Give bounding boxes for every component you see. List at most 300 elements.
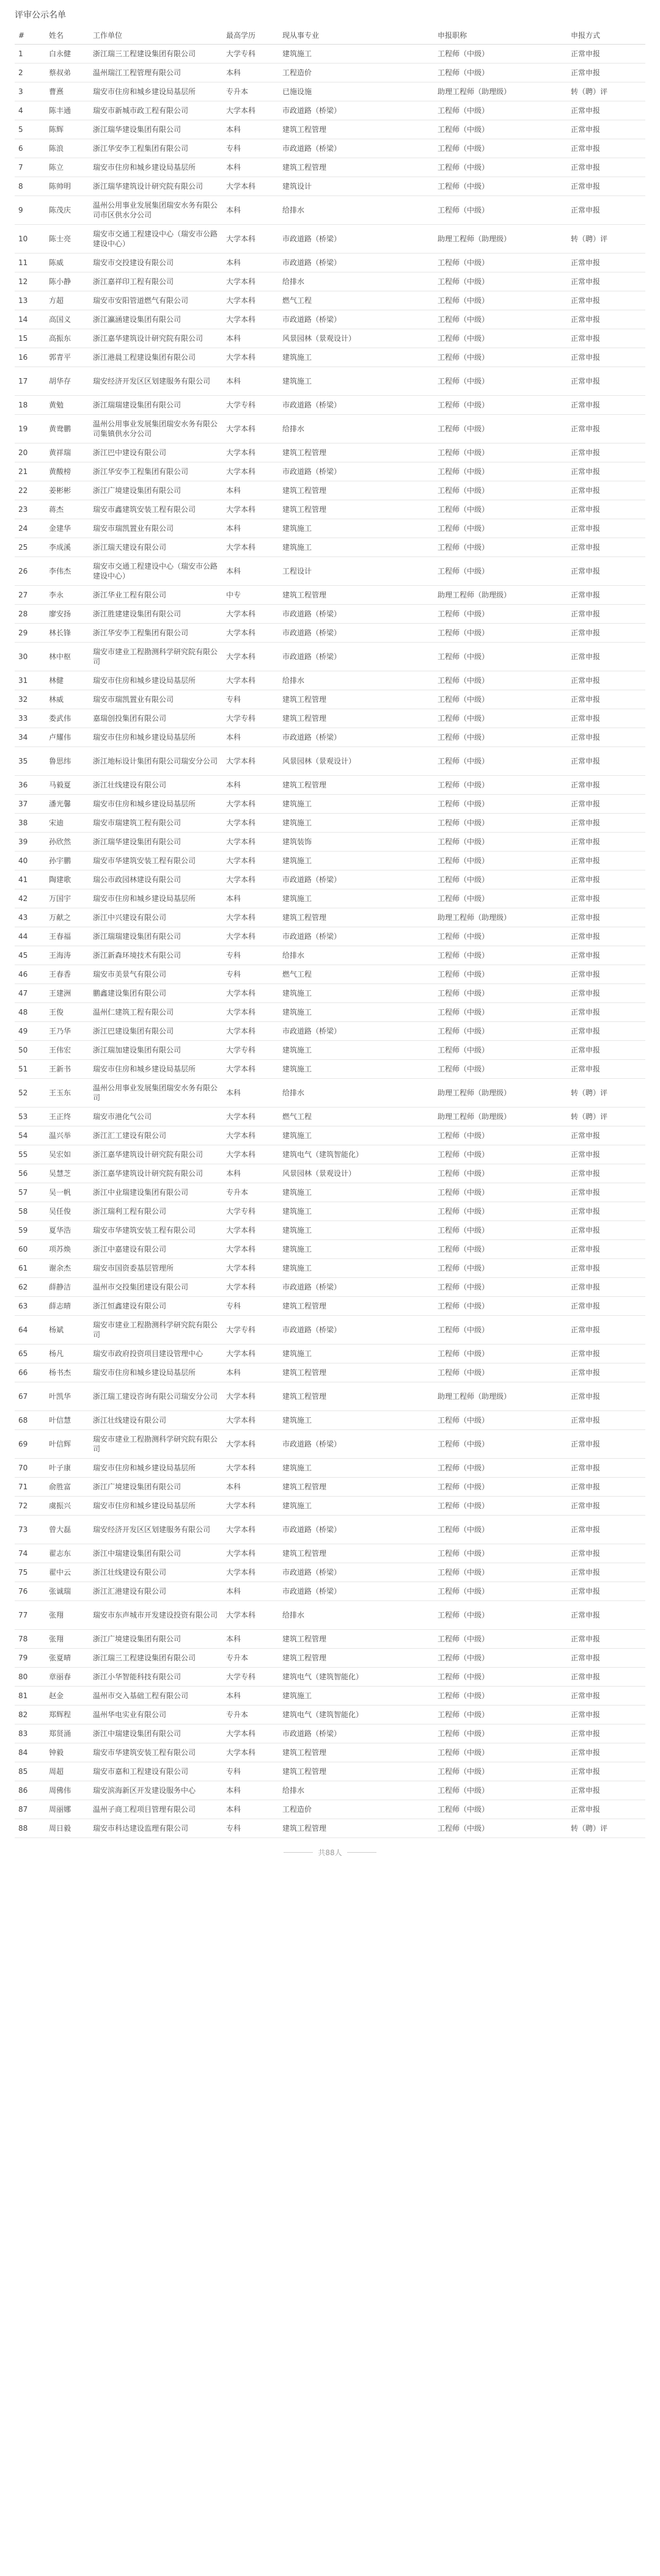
apply-mode: 正常申报 bbox=[567, 776, 645, 795]
row-index: 85 bbox=[15, 1762, 45, 1781]
apply-mode: 正常申报 bbox=[567, 120, 645, 139]
applied-title: 助理工程师（助理级） bbox=[434, 1107, 567, 1126]
row-index: 76 bbox=[15, 1582, 45, 1601]
apply-mode: 正常申报 bbox=[567, 1145, 645, 1164]
applicant-name: 孙宇鹏 bbox=[45, 852, 89, 870]
work-org: 浙江壮线建设有限公司 bbox=[89, 1563, 222, 1582]
apply-mode: 正常申报 bbox=[567, 690, 645, 709]
work-org: 瑞安市建业工程勘测科学研究院有限公司 bbox=[89, 643, 222, 671]
work-org: 浙江瑞三工程建设集团有限公司 bbox=[89, 1649, 222, 1668]
applicant-name: 孙欣然 bbox=[45, 833, 89, 852]
applied-title: 工程师（中级） bbox=[434, 367, 567, 396]
education: 大学本科 bbox=[222, 1240, 279, 1259]
table-row bbox=[15, 1706, 645, 1724]
apply-mode: 正常申报 bbox=[567, 1800, 645, 1819]
table-row bbox=[15, 557, 645, 586]
applied-title: 工程师（中级） bbox=[434, 1478, 567, 1497]
work-org: 浙江瑞华建设集团有限公司 bbox=[89, 120, 222, 139]
work-org: 瑞安市华建筑安装工程有限公司 bbox=[89, 1221, 222, 1240]
table-row bbox=[15, 1411, 645, 1430]
row-index: 33 bbox=[15, 709, 45, 728]
education: 大学本科 bbox=[222, 1345, 279, 1363]
apply-mode: 正常申报 bbox=[567, 1743, 645, 1762]
apply-mode: 正常申报 bbox=[567, 747, 645, 776]
applied-title: 工程师（中级） bbox=[434, 1601, 567, 1630]
major: 建筑施工 bbox=[279, 45, 434, 64]
table-row bbox=[15, 396, 645, 415]
row-index: 68 bbox=[15, 1411, 45, 1430]
apply-mode: 正常申报 bbox=[567, 1497, 645, 1516]
row-index: 3 bbox=[15, 82, 45, 101]
education: 大学本科 bbox=[222, 272, 279, 291]
apply-mode: 正常申报 bbox=[567, 1060, 645, 1079]
work-org: 浙江中嘉建设有限公司 bbox=[89, 1240, 222, 1259]
apply-mode: 正常申报 bbox=[567, 348, 645, 367]
table-row bbox=[15, 1743, 645, 1762]
row-index: 24 bbox=[15, 519, 45, 538]
work-org: 瑞安市住房和城乡建设局基层所 bbox=[89, 671, 222, 690]
education: 本科 bbox=[222, 1781, 279, 1800]
applicant-name: 叶信慧 bbox=[45, 1411, 89, 1430]
applied-title: 工程师（中级） bbox=[434, 1668, 567, 1687]
applied-title: 工程师（中级） bbox=[434, 1706, 567, 1724]
row-index: 82 bbox=[15, 1706, 45, 1724]
major: 建筑设计 bbox=[279, 177, 434, 196]
apply-mode: 正常申报 bbox=[567, 538, 645, 557]
applied-title: 工程师（中级） bbox=[434, 690, 567, 709]
row-index: 18 bbox=[15, 396, 45, 415]
education: 大学本科 bbox=[222, 415, 279, 443]
apply-mode: 正常申报 bbox=[567, 1430, 645, 1459]
education: 大学本科 bbox=[222, 291, 279, 310]
apply-mode: 正常申报 bbox=[567, 139, 645, 158]
applied-title: 工程师（中级） bbox=[434, 310, 567, 329]
table-row bbox=[15, 1478, 645, 1497]
major: 建筑施工 bbox=[279, 1459, 434, 1478]
row-index: 35 bbox=[15, 747, 45, 776]
row-index: 34 bbox=[15, 728, 45, 747]
table-row bbox=[15, 415, 645, 443]
major: 建筑工程管理 bbox=[279, 1743, 434, 1762]
applicant-name: 周日毅 bbox=[45, 1819, 89, 1838]
applied-title: 工程师（中级） bbox=[434, 1544, 567, 1563]
applied-title: 工程师（中级） bbox=[434, 348, 567, 367]
major: 建筑工程管理 bbox=[279, 586, 434, 605]
apply-mode: 正常申报 bbox=[567, 984, 645, 1003]
apply-mode: 正常申报 bbox=[567, 500, 645, 519]
applied-title: 工程师（中级） bbox=[434, 101, 567, 120]
major: 市政道路（桥梁） bbox=[279, 462, 434, 481]
work-org: 瑞安市交通工程建设中心（瑞安市公路建设中心） bbox=[89, 225, 222, 254]
major: 建筑工程管理 bbox=[279, 500, 434, 519]
row-index: 4 bbox=[15, 101, 45, 120]
table-row bbox=[15, 1668, 645, 1687]
apply-mode: 转（聘）评 bbox=[567, 1107, 645, 1126]
education: 大学本科 bbox=[222, 1126, 279, 1145]
row-index: 80 bbox=[15, 1668, 45, 1687]
work-org: 浙江广境建设集团有限公司 bbox=[89, 481, 222, 500]
education: 本科 bbox=[222, 367, 279, 396]
applicant-name: 陈茂庆 bbox=[45, 196, 89, 225]
work-org: 温州市交入基础工程有限公司 bbox=[89, 1687, 222, 1706]
apply-mode: 正常申报 bbox=[567, 624, 645, 643]
education: 专科 bbox=[222, 1819, 279, 1838]
apply-mode: 正常申报 bbox=[567, 481, 645, 500]
education: 大学本科 bbox=[222, 747, 279, 776]
row-index: 40 bbox=[15, 852, 45, 870]
applied-title: 工程师（中级） bbox=[434, 1202, 567, 1221]
work-org: 浙江瑞瑞建设集团有限公司 bbox=[89, 396, 222, 415]
table-row bbox=[15, 1145, 645, 1164]
table-row bbox=[15, 1544, 645, 1563]
apply-mode: 正常申报 bbox=[567, 1345, 645, 1363]
major: 建筑工程管理 bbox=[279, 709, 434, 728]
work-org: 瑞安市鑫建筑安装工程有限公司 bbox=[89, 500, 222, 519]
applicant-name: 杨凡 bbox=[45, 1345, 89, 1363]
education: 大学本科 bbox=[222, 624, 279, 643]
row-index: 17 bbox=[15, 367, 45, 396]
apply-mode: 正常申报 bbox=[567, 1240, 645, 1259]
applicant-name: 张夏晴 bbox=[45, 1649, 89, 1668]
applied-title: 助理工程师（助理级） bbox=[434, 225, 567, 254]
applied-title: 工程师（中级） bbox=[434, 776, 567, 795]
table-row bbox=[15, 1459, 645, 1478]
applicant-name: 项苏焕 bbox=[45, 1240, 89, 1259]
applicant-name: 叶凯华 bbox=[45, 1382, 89, 1411]
work-org: 瑞安市交通工程建设中心（瑞安市公路建设中心） bbox=[89, 557, 222, 586]
table-row bbox=[15, 1345, 645, 1363]
major: 市政道路（桥梁） bbox=[279, 101, 434, 120]
applicant-name: 马毅夏 bbox=[45, 776, 89, 795]
row-index: 5 bbox=[15, 120, 45, 139]
table-row bbox=[15, 225, 645, 254]
major: 市政道路（桥梁） bbox=[279, 1278, 434, 1297]
major: 建筑施工 bbox=[279, 1003, 434, 1022]
row-index: 84 bbox=[15, 1743, 45, 1762]
apply-mode: 正常申报 bbox=[567, 1724, 645, 1743]
applied-title: 助理工程师（助理级） bbox=[434, 1079, 567, 1107]
major: 风景园林（景观设计） bbox=[279, 747, 434, 776]
applied-title: 工程师（中级） bbox=[434, 984, 567, 1003]
applicant-name: 曾大磊 bbox=[45, 1516, 89, 1544]
education: 大学本科 bbox=[222, 1724, 279, 1743]
major: 建筑施工 bbox=[279, 795, 434, 814]
row-index: 2 bbox=[15, 64, 45, 82]
education: 本科 bbox=[222, 1687, 279, 1706]
applicant-name: 叶子康 bbox=[45, 1459, 89, 1478]
row-index: 52 bbox=[15, 1079, 45, 1107]
applied-title: 工程师（中级） bbox=[434, 538, 567, 557]
work-org: 瑞安滨海新区开发建设服务中心 bbox=[89, 1781, 222, 1800]
row-index: 21 bbox=[15, 462, 45, 481]
education: 专升本 bbox=[222, 1649, 279, 1668]
apply-mode: 正常申报 bbox=[567, 605, 645, 624]
applied-title: 工程师（中级） bbox=[434, 1819, 567, 1838]
applicant-name: 周丽娜 bbox=[45, 1800, 89, 1819]
table-row bbox=[15, 1649, 645, 1668]
major: 建筑施工 bbox=[279, 1687, 434, 1706]
work-org: 浙江广境建设集团有限公司 bbox=[89, 1478, 222, 1497]
apply-mode: 正常申报 bbox=[567, 519, 645, 538]
major: 工程造价 bbox=[279, 1800, 434, 1819]
applied-title: 工程师（中级） bbox=[434, 643, 567, 671]
applied-title: 工程师（中级） bbox=[434, 1363, 567, 1382]
row-index: 32 bbox=[15, 690, 45, 709]
applied-title: 工程师（中级） bbox=[434, 1724, 567, 1743]
row-index: 12 bbox=[15, 272, 45, 291]
row-index: 83 bbox=[15, 1724, 45, 1743]
applicant-name: 王春香 bbox=[45, 965, 89, 984]
education: 大学本科 bbox=[222, 1459, 279, 1478]
work-org: 瑞安市住房和城乡建设局基层所 bbox=[89, 728, 222, 747]
major: 建筑施工 bbox=[279, 519, 434, 538]
row-index: 49 bbox=[15, 1022, 45, 1041]
work-org: 浙江华安李工程集团有限公司 bbox=[89, 462, 222, 481]
table-row bbox=[15, 586, 645, 605]
table-row bbox=[15, 45, 645, 64]
applied-title: 工程师（中级） bbox=[434, 1563, 567, 1582]
work-org: 浙江瑞加建设集团有限公司 bbox=[89, 1041, 222, 1060]
work-org: 浙江胜建建设集团有限公司 bbox=[89, 605, 222, 624]
education: 大学本科 bbox=[222, 1382, 279, 1411]
row-index: 63 bbox=[15, 1297, 45, 1316]
row-index: 58 bbox=[15, 1202, 45, 1221]
apply-mode: 正常申报 bbox=[567, 1316, 645, 1345]
applied-title: 工程师（中级） bbox=[434, 45, 567, 64]
major: 市政道路（桥梁） bbox=[279, 1582, 434, 1601]
education: 大学本科 bbox=[222, 984, 279, 1003]
row-index: 62 bbox=[15, 1278, 45, 1297]
work-org: 瑞安市华建筑安装工程有限公司 bbox=[89, 852, 222, 870]
applied-title: 工程师（中级） bbox=[434, 481, 567, 500]
work-org: 浙江中兴建设有限公司 bbox=[89, 908, 222, 927]
applicant-name: 金建华 bbox=[45, 519, 89, 538]
row-index: 61 bbox=[15, 1259, 45, 1278]
education: 大学本科 bbox=[222, 1563, 279, 1582]
major: 燃气工程 bbox=[279, 965, 434, 984]
apply-mode: 正常申报 bbox=[567, 272, 645, 291]
work-org: 温州市交投集团建设有限公司 bbox=[89, 1278, 222, 1297]
table-row bbox=[15, 1382, 645, 1411]
applied-title: 工程师（中级） bbox=[434, 64, 567, 82]
work-org: 浙江瑞华建筑设计研究院有限公司 bbox=[89, 177, 222, 196]
major: 给排水 bbox=[279, 272, 434, 291]
education: 大学专科 bbox=[222, 1668, 279, 1687]
apply-mode: 正常申报 bbox=[567, 1563, 645, 1582]
education: 专升本 bbox=[222, 82, 279, 101]
major: 市政道路（桥梁） bbox=[279, 310, 434, 329]
row-index: 78 bbox=[15, 1630, 45, 1649]
work-org: 温州仁建筑工程有限公司 bbox=[89, 1003, 222, 1022]
major: 建筑施工 bbox=[279, 984, 434, 1003]
work-org: 浙江瑞工建设咨询有限公司瑞安分公司 bbox=[89, 1382, 222, 1411]
applicant-name: 李成溪 bbox=[45, 538, 89, 557]
major: 市政道路（桥梁） bbox=[279, 870, 434, 889]
major: 建筑施工 bbox=[279, 889, 434, 908]
major: 建筑施工 bbox=[279, 1183, 434, 1202]
apply-mode: 正常申报 bbox=[567, 833, 645, 852]
applicant-name: 王新书 bbox=[45, 1060, 89, 1079]
applicant-name: 王伟宏 bbox=[45, 1041, 89, 1060]
major: 建筑施工 bbox=[279, 1060, 434, 1079]
work-org: 浙江汇港建设有限公司 bbox=[89, 1582, 222, 1601]
apply-mode: 正常申报 bbox=[567, 1041, 645, 1060]
apply-mode: 正常申报 bbox=[567, 45, 645, 64]
table-row bbox=[15, 605, 645, 624]
applied-title: 工程师（中级） bbox=[434, 927, 567, 946]
education: 专科 bbox=[222, 139, 279, 158]
table-row bbox=[15, 272, 645, 291]
applied-title: 工程师（中级） bbox=[434, 1297, 567, 1316]
row-index: 64 bbox=[15, 1316, 45, 1345]
applicant-name: 李伟杰 bbox=[45, 557, 89, 586]
table-row bbox=[15, 709, 645, 728]
row-index: 47 bbox=[15, 984, 45, 1003]
column-header-title: 申报职称 bbox=[434, 27, 567, 45]
work-org: 浙江壮线建设有限公司 bbox=[89, 776, 222, 795]
applicant-name: 周佛伟 bbox=[45, 1781, 89, 1800]
education: 大学本科 bbox=[222, 1601, 279, 1630]
major: 市政道路（桥梁） bbox=[279, 927, 434, 946]
applicant-name: 谢余杰 bbox=[45, 1259, 89, 1278]
work-org: 瑞安市交投建设有限公司 bbox=[89, 254, 222, 272]
education: 大学本科 bbox=[222, 101, 279, 120]
table-row bbox=[15, 1800, 645, 1819]
work-org: 瑞安市国资委基层管理所 bbox=[89, 1259, 222, 1278]
apply-mode: 转（聘）评 bbox=[567, 1079, 645, 1107]
education: 大学本科 bbox=[222, 814, 279, 833]
work-org: 浙江地标设计集团有限公司瑞安分公司 bbox=[89, 747, 222, 776]
major: 建筑工程管理 bbox=[279, 1544, 434, 1563]
row-index: 8 bbox=[15, 177, 45, 196]
education: 专科 bbox=[222, 1762, 279, 1781]
row-index: 54 bbox=[15, 1126, 45, 1145]
table-header-row bbox=[15, 27, 645, 45]
applicant-name: 陈立 bbox=[45, 158, 89, 177]
work-org: 瑞安市安阳管道燃气有限公司 bbox=[89, 291, 222, 310]
row-index: 74 bbox=[15, 1544, 45, 1563]
major: 市政道路（桥梁） bbox=[279, 1724, 434, 1743]
major: 建筑工程管理 bbox=[279, 1630, 434, 1649]
applied-title: 工程师（中级） bbox=[434, 1687, 567, 1706]
work-org: 嘉瑞创投集团有限公司 bbox=[89, 709, 222, 728]
applicant-name: 陈帅明 bbox=[45, 177, 89, 196]
table-row bbox=[15, 889, 645, 908]
applicant-name: 薛志晴 bbox=[45, 1297, 89, 1316]
row-index: 6 bbox=[15, 139, 45, 158]
applied-title: 工程师（中级） bbox=[434, 1164, 567, 1183]
apply-mode: 正常申报 bbox=[567, 557, 645, 586]
applied-title: 工程师（中级） bbox=[434, 291, 567, 310]
row-index: 77 bbox=[15, 1601, 45, 1630]
table-row bbox=[15, 82, 645, 101]
row-index: 23 bbox=[15, 500, 45, 519]
work-org: 温州瑞江工程管理有限公司 bbox=[89, 64, 222, 82]
applied-title: 工程师（中级） bbox=[434, 1145, 567, 1164]
major: 建筑施工 bbox=[279, 1240, 434, 1259]
footer-divider-right bbox=[347, 1852, 376, 1853]
applied-title: 工程师（中级） bbox=[434, 557, 567, 586]
apply-mode: 正常申报 bbox=[567, 1630, 645, 1649]
work-org: 瑞公市政园林建设有限公司 bbox=[89, 870, 222, 889]
apply-mode: 正常申报 bbox=[567, 291, 645, 310]
education: 本科 bbox=[222, 557, 279, 586]
major: 建筑施工 bbox=[279, 1411, 434, 1430]
table-row bbox=[15, 795, 645, 814]
education: 专科 bbox=[222, 965, 279, 984]
education: 大学本科 bbox=[222, 852, 279, 870]
applicant-name: 林中枢 bbox=[45, 643, 89, 671]
education: 大学本科 bbox=[222, 833, 279, 852]
table-row bbox=[15, 481, 645, 500]
applicant-name: 王海涛 bbox=[45, 946, 89, 965]
applied-title: 工程师（中级） bbox=[434, 415, 567, 443]
applicant-name: 蔡叔弟 bbox=[45, 64, 89, 82]
education: 中专 bbox=[222, 586, 279, 605]
major: 建筑工程管理 bbox=[279, 481, 434, 500]
applicant-name: 张翔 bbox=[45, 1601, 89, 1630]
row-index: 72 bbox=[15, 1497, 45, 1516]
applied-title: 工程师（中级） bbox=[434, 177, 567, 196]
row-index: 11 bbox=[15, 254, 45, 272]
major: 给排水 bbox=[279, 671, 434, 690]
row-index: 1 bbox=[15, 45, 45, 64]
applicant-name: 王玉东 bbox=[45, 1079, 89, 1107]
column-header-major: 现从事专业 bbox=[279, 27, 434, 45]
applied-title: 工程师（中级） bbox=[434, 1003, 567, 1022]
applicant-name: 钟毅 bbox=[45, 1743, 89, 1762]
major: 建筑施工 bbox=[279, 1202, 434, 1221]
apply-mode: 正常申报 bbox=[567, 396, 645, 415]
applied-title: 工程师（中级） bbox=[434, 1630, 567, 1649]
apply-mode: 正常申报 bbox=[567, 177, 645, 196]
applied-title: 工程师（中级） bbox=[434, 1781, 567, 1800]
work-org: 瑞安市政府投资项目建设管理中心 bbox=[89, 1345, 222, 1363]
apply-mode: 正常申报 bbox=[567, 1781, 645, 1800]
apply-mode: 正常申报 bbox=[567, 643, 645, 671]
education: 大学本科 bbox=[222, 1259, 279, 1278]
apply-mode: 正常申报 bbox=[567, 852, 645, 870]
table-row bbox=[15, 1819, 645, 1838]
row-index: 71 bbox=[15, 1478, 45, 1497]
apply-mode: 正常申报 bbox=[567, 870, 645, 889]
table-row bbox=[15, 1041, 645, 1060]
applied-title: 助理工程师（助理级） bbox=[434, 82, 567, 101]
work-org: 浙江小华智能科技有限公司 bbox=[89, 1668, 222, 1687]
education: 大学本科 bbox=[222, 500, 279, 519]
table-row bbox=[15, 624, 645, 643]
applied-title: 工程师（中级） bbox=[434, 605, 567, 624]
applied-title: 工程师（中级） bbox=[434, 462, 567, 481]
work-org: 瑞安市建业工程勘测科学研究院有限公司 bbox=[89, 1316, 222, 1345]
major: 建筑工程管理 bbox=[279, 1762, 434, 1781]
applicant-name: 宋迪 bbox=[45, 814, 89, 833]
education: 大学专科 bbox=[222, 1316, 279, 1345]
major: 建筑施工 bbox=[279, 348, 434, 367]
work-org: 瑞安市美景气有限公司 bbox=[89, 965, 222, 984]
apply-mode: 正常申报 bbox=[567, 1649, 645, 1668]
major: 燃气工程 bbox=[279, 1107, 434, 1126]
row-index: 53 bbox=[15, 1107, 45, 1126]
applicant-name: 黄祥瑞 bbox=[45, 443, 89, 462]
major: 建筑施工 bbox=[279, 852, 434, 870]
applicant-name: 林长锋 bbox=[45, 624, 89, 643]
table-row bbox=[15, 1164, 645, 1183]
table-row bbox=[15, 348, 645, 367]
applied-title: 工程师（中级） bbox=[434, 1582, 567, 1601]
education: 专科 bbox=[222, 690, 279, 709]
applicant-name: 王乃华 bbox=[45, 1022, 89, 1041]
